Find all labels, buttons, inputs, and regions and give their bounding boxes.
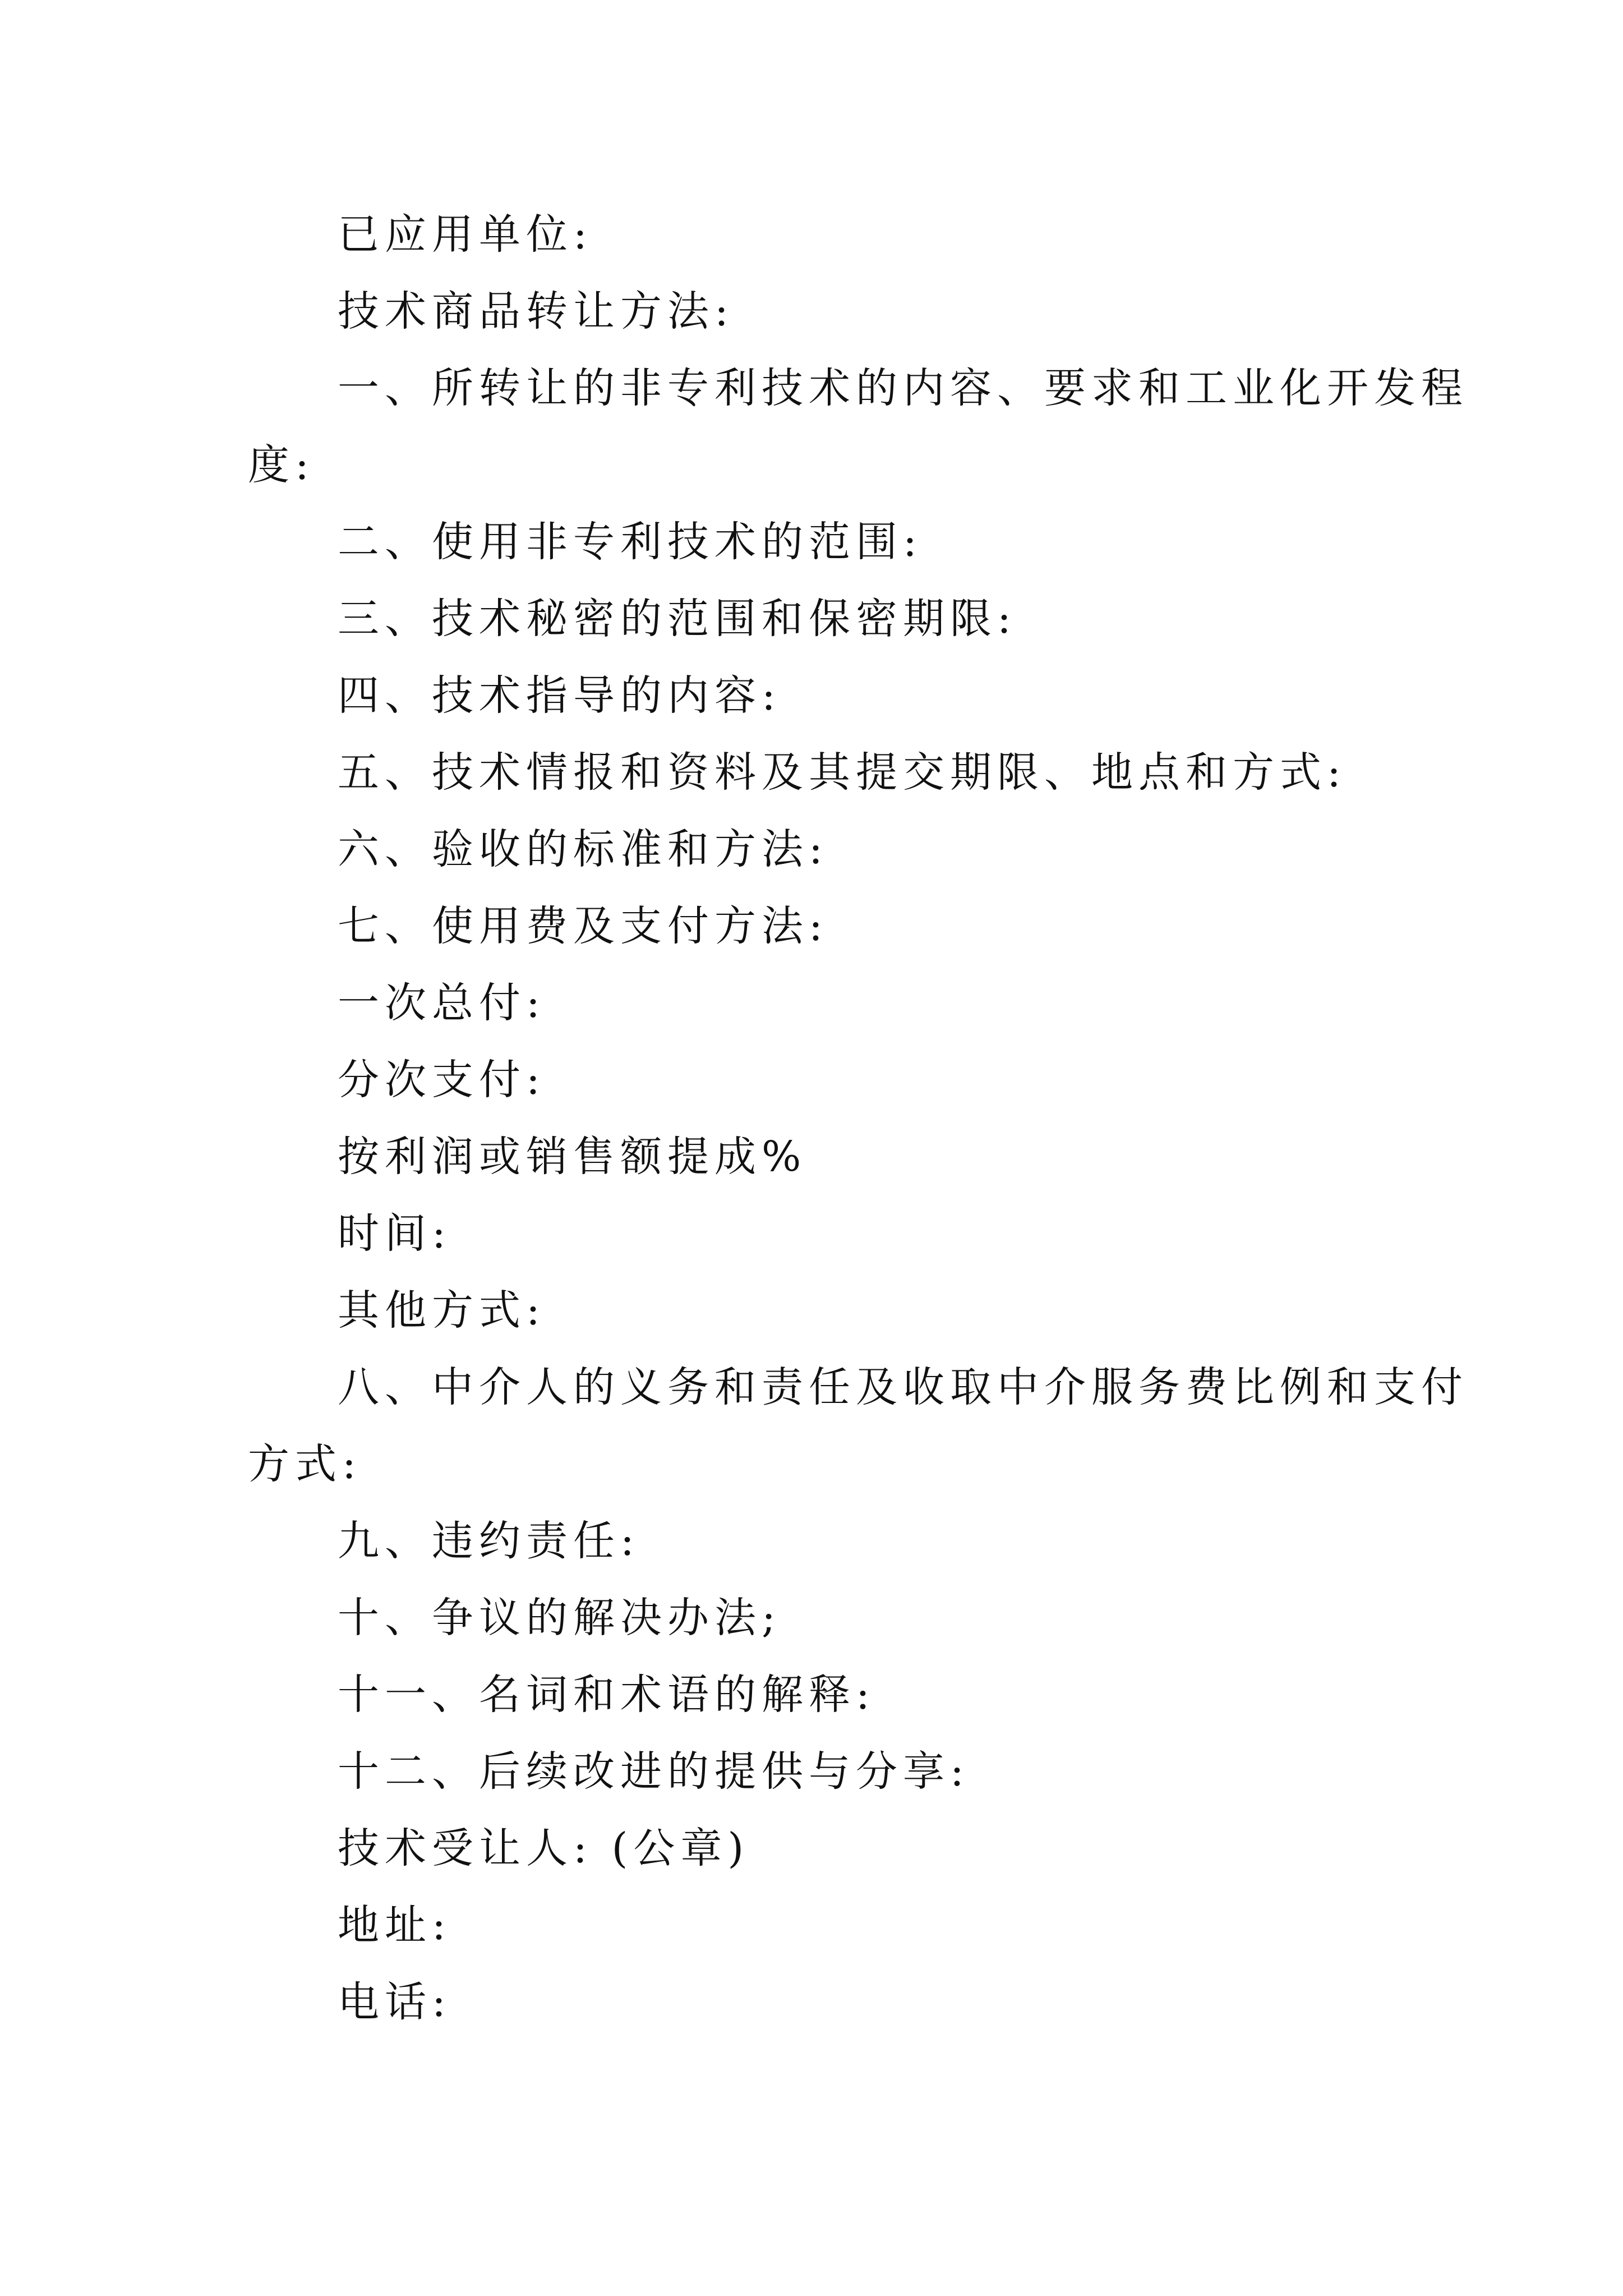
clause-8-line-a: 八、中介人的义务和责任及收取中介服务费比例和支付 [338,1363,1468,1411]
clause-2: 二、使用非专利技术的范围: [338,518,923,566]
installment-payment: 分次支付: [338,1056,546,1104]
clause-8-line-b: 方式: [248,1440,362,1488]
applied-units-line: 已应用单位: [338,210,593,259]
clause-12: 十二、后续改进的提供与分享: [338,1747,970,1796]
clause-1-line-b: 度: [248,441,315,489]
transfer-method-heading: 技术商品转让方法: [338,287,734,335]
clause-3: 三、技术秘密的范围和保密期限: [338,595,1017,643]
clause-6: 六、验收的标准和方法: [338,825,828,873]
phone-line: 电话: [338,1978,451,2026]
address-line: 地址: [338,1901,451,1949]
payment-time: 时间: [338,1209,451,1258]
clause-9: 九、违约责任: [338,1517,640,1565]
lump-sum-payment: 一次总付: [338,979,546,1027]
clause-7: 七、使用费及支付方法: [338,902,828,950]
clause-4: 四、技术指导的内容: [338,671,781,720]
clause-1-line-a: 一、所转让的非专利技术的内容、要求和工业化开发程 [338,364,1468,412]
royalty-percentage: 按利润或销售额提成% [338,1133,807,1181]
clause-10: 十、争议的解决办法; [338,1594,781,1642]
clause-11: 十一、名词和术语的解释: [338,1671,875,1719]
clause-5: 五、技术情报和资料及其提交期限、地点和方式: [338,748,1347,797]
transferee-seal-line: 技术受让人: (公章) [338,1824,750,1872]
other-payment-method: 其他方式: [338,1286,546,1335]
document-body [248,196,1468,2041]
